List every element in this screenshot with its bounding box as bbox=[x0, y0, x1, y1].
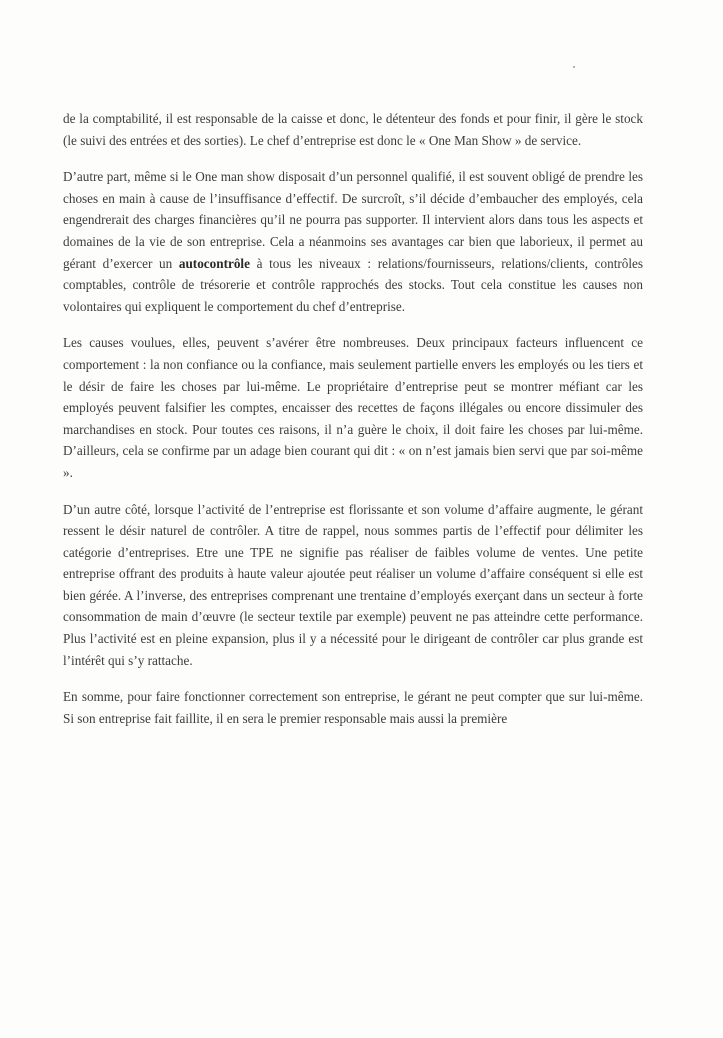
paragraph-2-bold-term: autocontrôle bbox=[178, 255, 250, 271]
paragraph-3: Les causes voulues, elles, peuvent s’avérer être nombreuses. Deux principaux facteurs influencent ce comportement : la non confiance ou la confiance, mais seulement partielle envers les employés ou les tiers et le désir de faire les choses par lui-même. Le propriétaire d’entreprise peut se montrer méfiant car les employés peuvent falsifier les comptes, encaisser des recettes de façons illégales ou encore dissimuler des marchandises en stock. Pour toutes ces raisons, il n’a guère le choix, il doit faire les choses par lui-même. D’ailleurs, cela se confirme par un adage bien courant qui dit : « on n’est jamais bien servi que par soi-même ». bbox=[63, 335, 643, 480]
paragraph-5: En somme, pour faire fonctionner correctement son entreprise, le gérant ne peut compter que sur lui-même. Si son entreprise fait faillite, il en sera le premier responsable mais aussi la première bbox=[63, 689, 643, 726]
paragraph-2-text-end: à tous les niveaux : relations/fournisseurs, relations/clients, contrôles comptables, contrôle de trésorerie et contrôle rapprochés des stocks. Tout cela constitue les causes non volontaires qui expliquent le comportement du chef d’entreprise. bbox=[63, 255, 643, 314]
paragraph-2-text-start: D’autre part, même si le One man show disposait d’un personnel qualifié, il est souvent obligé de prendre les choses en main à cause de l’insuffisance d’effectif. De surcroît, s’il décide d’embaucher des employés, cela engendrerait des charges financières qu’il ne pourra pas supporter. Il intervient alors dans tous les aspects et domaines de la vie de son entreprise. Cela a néanmoins ses avantages car bien que laborieux, il permet au gérant d’exercer un bbox=[63, 169, 643, 271]
paragraph-4: D’un autre côté, lorsque l’activité de l’entreprise est florissante et son volume d’affaire augmente, le gérant ressent le désir naturel de contrôler. A titre de rappel, nous sommes partis de l’effectif pour délimiter les catégorie d’entreprises. Etre une TPE ne signifie pas réaliser de faibles volume de ventes. Une petite entreprise offrant des produits à haute valeur ajoutée peut réaliser un volume d’affaire conséquent si elle est bien gérée. A l’inverse, des entreprises comprenant une trentaine d’employés exerçant dans un secteur à forte consommation de main d’œuvre (le secteur textile par exemple) peuvent ne pas atteindre cette performance. Plus l’activité est en pleine expansion, plus il y a nécessité pour le dirigeant de contrôler car plus grande est l’intérêt qui s’y rattache. bbox=[63, 501, 643, 668]
paragraph-1: de la comptabilité, il est responsable de la caisse et donc, le détenteur des fonds et pour finir, il gère le stock (le suivi des entrées et des sorties). Le chef d’entreprise est donc le « One Man Show » de service. bbox=[63, 111, 643, 148]
scan-speck bbox=[573, 66, 575, 68]
paragraph-2 bbox=[63, 166, 643, 317]
document-body bbox=[63, 108, 643, 744]
